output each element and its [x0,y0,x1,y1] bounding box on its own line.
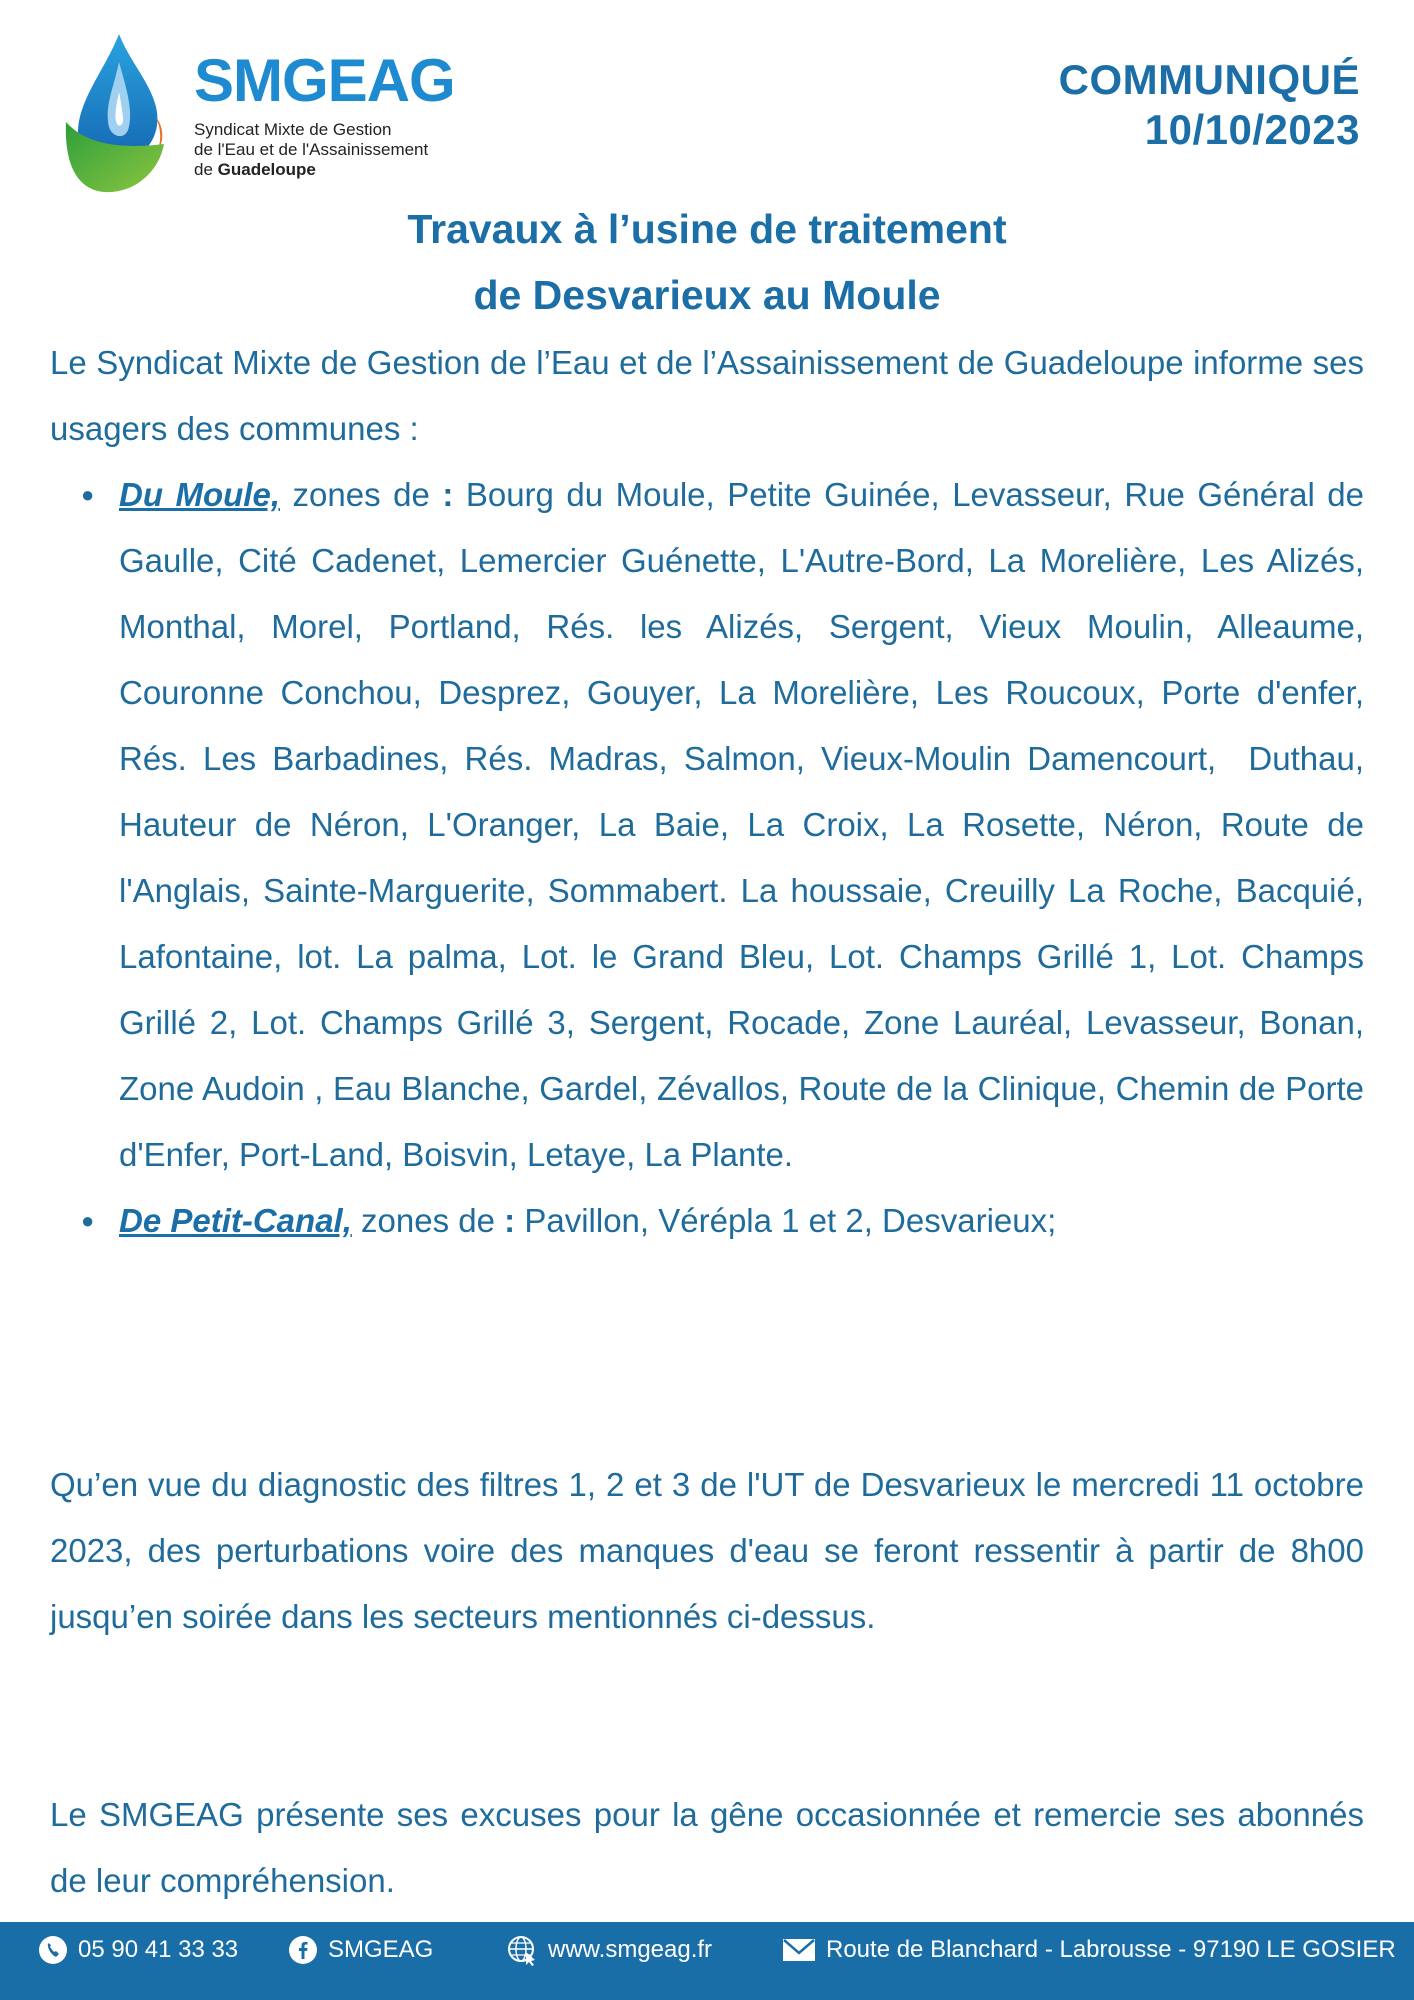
zones-list: Bourg du Moule, Petite Guinée, Levasseur, Rue Général de Gaulle, Cité Cadenet, Lemercier Guénette, L'Autre-Bord, La Morelière, Les Alizés, Monthal, Morel, Portland, Rés. les Alizés, Sergent, Vieux Moulin, Alleaume, Couronne Conchou, Desprez, Gouyer, La Morelière, Les Roucoux, Porte d'enfer, Rés. Les Barbadines, Rés. Madras, Salmon, Vieux-Moulin Damencourt, Duthau, Hauteur de Néron, L'Oranger, La Baie, La Croix, La Rosette, Néron, Route de l'Anglais, Sainte-Marguerite, Sommabert. La houssaie, Creuilly La Roche, Bacquié, Lafontaine, lot. La palma, Lot. le Grand Bleu, Lot. Champs Grillé 1, Lot. Champs Grillé 2, Lot. Champs Grillé 3, Sergent, Rocade, Zone Lauréal, Levasseur, Bonan, Zone Audoin , Eau Blanche, Gardel, Zévallos, Route de la Clinique, Chemin de Porte d'Enfer, Port-Land, Boisvin, Letaye, La Plante. [119,476,1374,1173]
zones-colon: : [442,476,454,513]
document-date: 10/10/2023 [1144,106,1360,153]
commune-name: Du Moule, [119,476,280,513]
bullet-icon: ● [81,482,95,507]
website-link[interactable]: www.smgeag.fr [548,1936,713,1963]
brand-subtitle-region: Guadeloupe [217,160,316,179]
footer-facebook[interactable] [288,1934,433,1966]
brand-subtitle [194,120,428,180]
title-line-2: de Desvarieux au Moule [473,272,941,318]
intro-paragraph: Le Syndicat Mixte de Gestion de l’Eau et de l’Assainissement de Guadeloupe informe ses usagers des communes : [50,344,1364,447]
phone-icon [38,1935,68,1965]
globe-icon [506,1934,538,1966]
communique-header [1059,55,1360,155]
page-title [0,196,1414,328]
brand-subtitle-prefix: de [194,160,218,179]
notice-block [50,1452,1364,1650]
contact-footer [0,1922,1414,2000]
apology-block [50,1782,1364,1914]
postal-address: Route de Blanchard - Labrousse - 97190 LE GOSIER [826,1936,1396,1963]
brand-subtitle-line: de l'Eau et de l'Assainissement [194,140,429,159]
title-line-1: Travaux à l’usine de traitement [407,206,1007,252]
brand-subtitle-line [194,160,428,180]
mail-icon [782,1938,816,1962]
zones-label: zones de [351,1202,505,1239]
notice-paragraph: Qu’en vue du diagnostic des filtres 1, 2 et 3 de l'UT de Desvarieux le mercredi 11 octobre 2023, des perturbations voire des manques d'eau se feront ressentir à partir de 8h00 jusqu’en soirée dans les secteurs mentionnés ci-dessus. [50,1466,1364,1635]
brand-subtitle-line: Syndicat Mixte de Gestion [194,120,392,139]
commune-item-moule [81,462,1374,1188]
commune-name: De Petit-Canal, [119,1202,352,1239]
zones-label: zones de [280,476,443,513]
apology-paragraph: Le SMGEAG présente ses excuses pour la gêne occasionnée et remercie ses abonnés de leur compréhension. [50,1796,1364,1899]
bullet-icon: ● [81,1208,95,1233]
footer-phone[interactable] [38,1934,238,1966]
zones-colon: : [504,1202,516,1239]
commune-item-petit-canal [81,1188,1364,1254]
footer-website[interactable] [506,1934,712,1966]
facebook-handle: SMGEAG [328,1936,434,1963]
water-drop-logo-icon [64,32,174,197]
zones-list: Pavillon, Vérépla 1 et 2, Desvarieux; [515,1202,1057,1239]
document-type: COMMUNIQUÉ [1058,56,1360,103]
smgeag-logo [64,32,484,202]
intro-block [50,330,1364,462]
footer-address [782,1934,1396,1966]
communes-block [50,462,1374,1254]
facebook-icon [288,1935,318,1965]
communes-list [50,462,1374,1254]
phone-number: 05 90 41 33 33 [78,1936,239,1963]
brand-name: SMGEAG [194,47,455,114]
